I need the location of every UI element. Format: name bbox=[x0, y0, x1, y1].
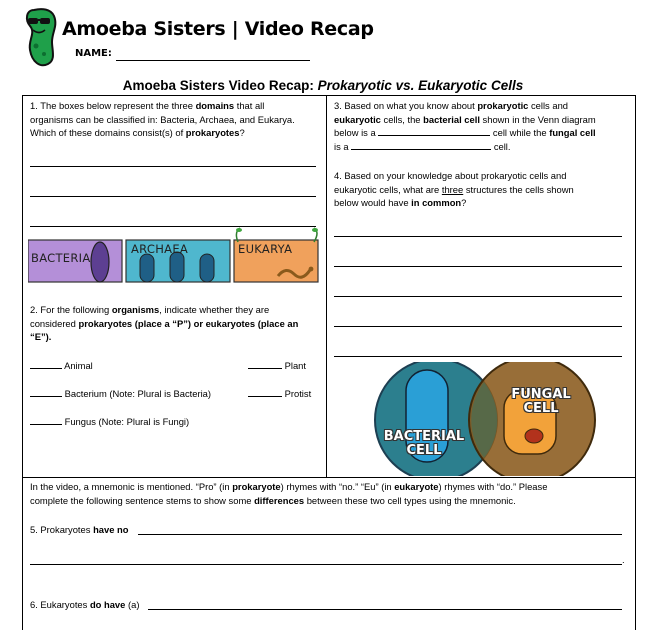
answer-line[interactable] bbox=[30, 166, 316, 167]
question-6-text: 6. Eukaryotes do have (a) bbox=[30, 599, 140, 610]
classify-item-protist: Protist bbox=[248, 387, 311, 401]
archaea-label: ARCHAEA bbox=[131, 242, 189, 256]
archaea-cell-icon bbox=[140, 254, 154, 282]
name-label: NAME: bbox=[75, 48, 112, 59]
answer-line[interactable] bbox=[334, 326, 622, 327]
archaea-cell-icon bbox=[170, 252, 184, 282]
sentence-period: . bbox=[622, 554, 625, 565]
answer-line[interactable] bbox=[334, 296, 622, 297]
classify-blank[interactable] bbox=[30, 387, 62, 397]
archaea-cell-icon bbox=[200, 254, 214, 282]
classify-item-plant: Plant bbox=[248, 359, 306, 373]
bacterial-cell-label: BACTERIAL CELL bbox=[383, 429, 465, 458]
amoeba-mascot-logo bbox=[22, 6, 60, 70]
column-divider bbox=[326, 95, 327, 478]
venn-diagram bbox=[370, 362, 606, 476]
classify-blank[interactable] bbox=[30, 359, 62, 369]
answer-line[interactable] bbox=[334, 266, 622, 267]
eukarya-label: EUKARYA bbox=[238, 242, 293, 256]
brand-title: Amoeba Sisters | Video Recap bbox=[62, 18, 374, 40]
question-5-text: 5. Prokaryotes have no bbox=[30, 524, 129, 535]
answer-line[interactable] bbox=[30, 196, 316, 197]
question-4-text: 4. Based on your knowledge about prokaryotic cells and eukaryotic cells, what are three structures the cells shown below would have in common? bbox=[334, 170, 574, 208]
cell-type-blank[interactable] bbox=[351, 140, 491, 150]
bacteria-label: BACTERIA bbox=[31, 251, 91, 265]
page-title: Amoeba Sisters Video Recap: Prokaryotic vs. Eukaryotic Cells bbox=[122, 78, 524, 93]
cell-type-blank[interactable] bbox=[378, 126, 490, 136]
classify-item-bacterium: Bacterium (Note: Plural is Bacteria) bbox=[30, 387, 211, 401]
mnemonic-instructions: In the video, a mnemonic is mentioned. “Pro” (in prokaryote) rhymes with “no.” “Eu” (in eukaryote) rhymes with “do.” Please complete the following sentence stems to show some differences between these two cell types using the mnemonic. bbox=[30, 481, 548, 506]
nucleus bbox=[525, 429, 543, 443]
classify-blank[interactable] bbox=[30, 415, 62, 425]
answer-line[interactable] bbox=[334, 236, 622, 237]
bacteria-cell-icon bbox=[91, 242, 109, 282]
name-field-line[interactable] bbox=[116, 60, 310, 61]
worksheet-header bbox=[0, 0, 646, 78]
section-divider bbox=[22, 477, 636, 478]
fungal-cell-label: FUNGAL CELL bbox=[511, 387, 571, 416]
question-3-text: 3. Based on what you know about prokaryotic cells and eukaryotic cells, the bacterial cell shown in the Venn diagram below is a cell while the fungal cell is a cell. bbox=[334, 100, 596, 152]
classify-blank[interactable] bbox=[248, 359, 282, 369]
answer-line[interactable] bbox=[148, 609, 622, 610]
answer-line[interactable] bbox=[138, 534, 622, 535]
classify-item-fungus: Fungus (Note: Plural is Fungi) bbox=[30, 415, 189, 429]
classify-item-animal: Animal bbox=[30, 359, 93, 373]
question-1-text: 1. The boxes below represent the three domains that all organisms can be classified in: Bacteria, Archaea, and Eukarya. Which of these domains consist(s) of prokaryotes? bbox=[30, 100, 295, 138]
question-2-text: 2. For the following organisms, indicate whether they are considered prokaryotes (place a “P”) or eukaryotes (place an “E”). bbox=[30, 304, 299, 342]
classify-blank[interactable] bbox=[248, 387, 282, 397]
answer-line[interactable] bbox=[334, 356, 622, 357]
answer-line[interactable] bbox=[30, 564, 622, 565]
